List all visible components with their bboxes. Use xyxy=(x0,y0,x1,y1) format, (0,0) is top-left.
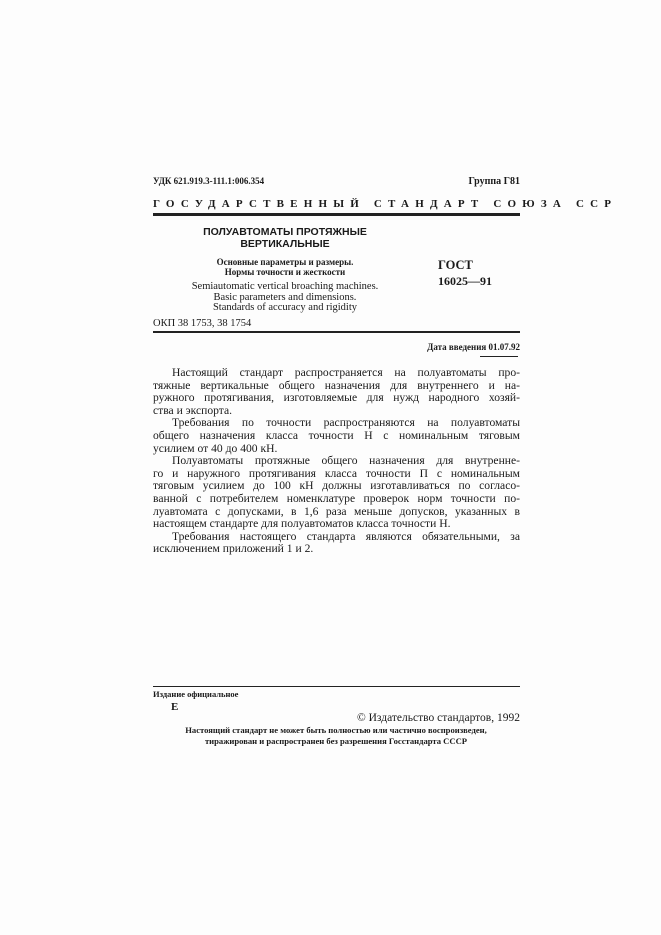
paragraph-line: ружного протягивания, изготовляемые для нужд народного хозяй- xyxy=(153,391,520,405)
paragraph-line: ванной с потребителем номенклатуре проверок норм точности по- xyxy=(153,492,520,505)
gost-number: 16025—91 xyxy=(438,274,492,288)
date-underline xyxy=(480,356,518,357)
paragraph-line: луавтомата с допусками, в 1,6 раза меньше допусков, указанных в xyxy=(153,504,520,518)
udk-code: УДК 621.919.3-111.1:006.354 xyxy=(153,176,265,186)
notice-line-2: тиражирован и распространен без разрешения Госстандарта СССР xyxy=(204,736,468,746)
footer-rule xyxy=(153,686,520,687)
series-title: ГОСУДАРСТВЕННЫЙ СТАНДАРТ СОЮЗА ССР xyxy=(153,198,618,210)
paragraph-line: го и наружного протягивания класса точности П с номинальным xyxy=(153,466,520,480)
okp-rule xyxy=(153,331,520,333)
paragraph-line: исключением приложений 1 и 2. xyxy=(153,542,314,556)
english-title-3: Standards of accuracy and rigidity xyxy=(212,302,358,313)
english-title-2: Basic parameters and dimensions. xyxy=(213,292,357,303)
subtitle-line-2: Нормы точности и жесткости xyxy=(224,267,346,277)
paragraph-line: Требования по точности распространяются на полуавтоматы xyxy=(172,416,520,430)
paragraph-line: Требования настоящего стандарта являются обязательными, за xyxy=(172,529,520,543)
copyright: © Издательство стандартов, 1992 xyxy=(356,712,520,724)
introduction-date: Дата введения 01.07.92 xyxy=(427,342,520,352)
group-code: Группа Г81 xyxy=(468,176,520,187)
subtitle-line-1: Основные параметры и размеры. xyxy=(216,257,354,267)
paragraph-line: тяжные вертикальные общего назначения для внутреннего и на- xyxy=(153,378,520,392)
notice-line-1: Настоящий стандарт не может быть полностью или частично воспроизведен, xyxy=(185,725,487,735)
paragraph-line: ства и экспорта. xyxy=(153,403,233,417)
paragraph-line: Полуавтоматы протяжные общего назначения для внутренне- xyxy=(172,454,520,468)
paragraph-line: Настоящий стандарт распространяется на полуавтоматы про- xyxy=(172,366,520,379)
title-line-1: ПОЛУАВТОМАТЫ ПРОТЯЖНЫЕ xyxy=(203,226,367,238)
okp-codes: ОКП 38 1753, 38 1754 xyxy=(153,318,252,329)
official-edition: Издание официальное xyxy=(153,689,239,699)
paragraph-line: общего назначения класса точности Н с номинальным тяговым xyxy=(153,429,520,442)
title-line-2: ВЕРТИКАЛЬНЫЕ xyxy=(240,238,330,250)
header-rule xyxy=(153,213,520,216)
paragraph-line: усилием от 40 до 400 кН. xyxy=(153,441,278,455)
gost-label: ГОСТ xyxy=(438,258,473,272)
paragraph-line: настоящем стандарте для полуавтоматов класса точности Н. xyxy=(153,517,451,531)
edition-mark: Е xyxy=(171,701,179,713)
paragraph-line: тяговым усилием до 100 кН должны изготавливаться по согласо- xyxy=(153,479,520,493)
english-title-1: Semiautomatic vertical broaching machines. xyxy=(191,281,379,292)
